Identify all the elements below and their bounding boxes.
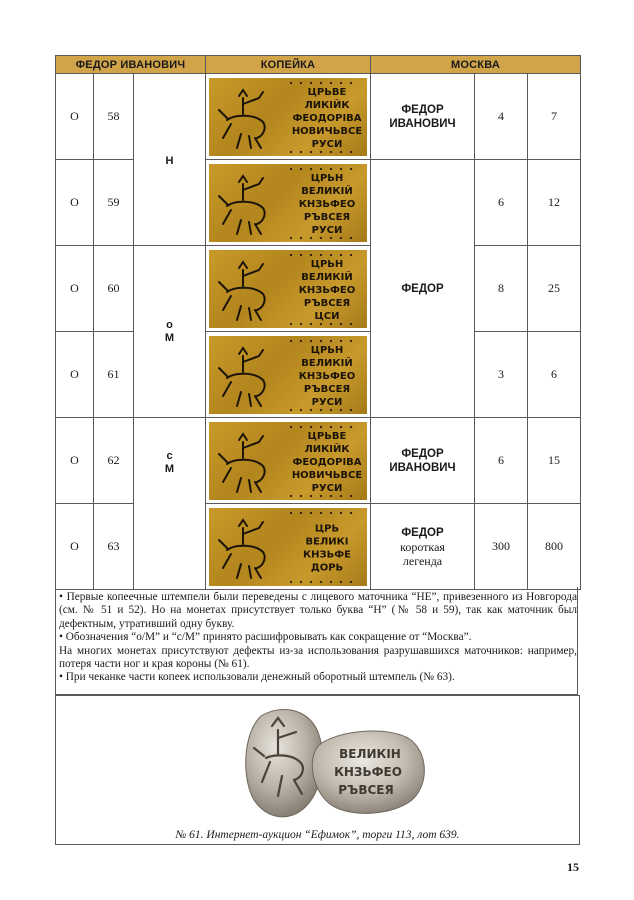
table-row: [56, 74, 581, 160]
mint-mark-bottom: М: [164, 463, 175, 475]
coin-drawing: [209, 250, 367, 328]
coin-image-cell: [206, 74, 371, 160]
coin-photo: [56, 696, 579, 826]
coin-image-cell: [206, 504, 371, 590]
coin-legend-line: КНЗЬФЕО: [298, 198, 356, 210]
coin-legend-line: ВЕЛИКІН: [339, 747, 401, 761]
coin-legend-line: ЦРЬН: [310, 258, 344, 270]
coin-image: [209, 422, 367, 500]
ruler-name: ФЕДОР: [401, 103, 444, 116]
obverse-coin: [246, 709, 323, 816]
coin-drawing: [209, 78, 367, 156]
mark-cell: [134, 246, 206, 418]
catalog-number: 62: [94, 418, 134, 504]
coin-legend-line: ЦСИ: [314, 310, 340, 322]
rarity-value-2: 7: [528, 74, 581, 160]
coin-drawing: [209, 336, 367, 414]
mark-cell: [134, 418, 206, 590]
rarity-value-2: 800: [528, 504, 581, 590]
coin-legend-line: ДОРЬ: [310, 562, 344, 573]
coin-photo-box: [55, 695, 580, 845]
coin-legend-line: ЦРЬВЕ: [307, 430, 347, 442]
page-number: 15: [567, 860, 579, 874]
coin-table: [55, 55, 581, 590]
coin-image: [209, 336, 367, 414]
coin-image-cell: [206, 332, 371, 418]
coin-drawing: [209, 508, 367, 586]
coin-legend-line: ВЕЛИКІЙ: [301, 185, 353, 197]
coin-legend-line: ВЕЛИКІ: [305, 536, 349, 547]
rarity-value-2: 6: [528, 332, 581, 418]
rarity-value-2: 15: [528, 418, 581, 504]
horseman-icon: [219, 176, 265, 234]
mint-mark: Н: [165, 154, 174, 167]
note-paragraph: • Обозначения “о/М” и “с/М” принято расшифровывать как сокращение от “Москва”.: [59, 631, 472, 644]
coin-legend-line: РЪВСЕЯ: [303, 383, 351, 395]
table-row: [56, 418, 581, 504]
coin-image: [209, 508, 367, 586]
coin-legend-line: ЦРЬВЕ: [307, 86, 347, 98]
mint-mark-top: с: [166, 450, 173, 462]
rarity-value-1: 300: [475, 504, 528, 590]
ruler-name-cell: [371, 504, 475, 590]
coin-legend-line: НОВИЧЬВСЕ: [291, 469, 363, 481]
ruler-name: ФЕДОР: [401, 282, 444, 295]
notes-box: [55, 587, 578, 695]
note-paragraph: • Первые копеечные штемпели были переведены с лицевого маточника “НЕ”, привезенного из Новгорода (см. № 51 и 52). Но на монетах присутствует только буква “Н” (№ 58 и 59), так как маточник был дефектным, утративший одну букву.: [59, 591, 577, 630]
note-paragraph: На многих монетах присутствуют дефекты из-за использования разрушавшихся маточников: например, потеря части ног и края короны (№ 61).: [59, 644, 577, 671]
catalog-number: 59: [94, 160, 134, 246]
rarity-value-1: 6: [475, 160, 528, 246]
catalog-number: 58: [94, 74, 134, 160]
coin-legend-line: КНЗЬФЕО: [298, 284, 356, 296]
mint-mark-bottom: М: [164, 331, 175, 344]
ruler-patronymic: ИВАНОВИЧ: [389, 117, 456, 130]
catalog-number: 61: [94, 332, 134, 418]
coin-legend-line: РУСИ: [311, 482, 343, 494]
rarity-value-1: 4: [475, 74, 528, 160]
coin-legend-line: РУСИ: [311, 396, 343, 408]
coin-legend-line: НОВИЧЬВСЕ: [291, 125, 363, 137]
legend-note: короткая: [400, 539, 445, 554]
type-cell: О: [56, 418, 94, 504]
coin-legend-line: ВЕЛИКІЙ: [301, 271, 353, 283]
coin-image-cell: [206, 418, 371, 504]
horseman-icon: [219, 520, 265, 578]
coin-legend-line: ЦРЬН: [310, 172, 344, 184]
mark-cell: [134, 74, 206, 246]
ruler-name: ФЕДОР: [401, 447, 444, 460]
rarity-value-2: 25: [528, 246, 581, 332]
note-paragraph: • При чеканке части копеек использовали денежный оборотный штемпель (№ 63).: [59, 671, 455, 684]
coin-drawing: [209, 164, 367, 242]
coin-legend-line: КНЗЬФЕО: [334, 765, 402, 779]
coin-legend-line: РУСИ: [311, 138, 343, 150]
type-cell: О: [56, 504, 94, 590]
rarity-value-1: 8: [475, 246, 528, 332]
horseman-icon: [219, 90, 265, 148]
coin-legend-line: ФЕОДОРІВА: [292, 112, 362, 124]
rarity-value-1: 3: [475, 332, 528, 418]
type-cell: О: [56, 246, 94, 332]
mint-mark-top: о: [166, 318, 173, 331]
type-cell: О: [56, 74, 94, 160]
ruler-patronymic: ИВАНОВИЧ: [389, 461, 456, 474]
legend-note: легенда: [402, 553, 443, 568]
horseman-icon: [219, 262, 265, 320]
header-ruler: ФЕДОР ИВАНОВИЧ: [56, 56, 206, 74]
coin-legend-line: РЪВСЕЯ: [303, 211, 351, 223]
coin-legend-line: РЪВСЕЯ: [303, 297, 351, 309]
coin-legend-line: КНЗЬФЕ: [303, 549, 352, 560]
coin-drawing: [209, 422, 367, 500]
coin-legend-line: РЪВСЕЯ: [338, 783, 394, 797]
coin-image-cell: [206, 160, 371, 246]
photo-caption: № 61. Интернет-аукцион “Ефимок”, торги 113, лот 639.: [175, 829, 460, 841]
coin-image: [209, 164, 367, 242]
coin-legend-line: ФЕОДОРІВА: [292, 456, 362, 468]
catalog-number: 63: [94, 504, 134, 590]
rarity-value-1: 6: [475, 418, 528, 504]
header-denomination: КОПЕЙКА: [206, 56, 371, 74]
coin-image-cell: [206, 246, 371, 332]
coin-legend-line: ВЕЛИКІЙ: [301, 357, 353, 369]
type-cell: О: [56, 160, 94, 246]
ruler-name-cell: [371, 418, 475, 504]
coin-legend-line: КНЗЬФЕО: [298, 370, 356, 382]
reverse-coin: [312, 731, 424, 813]
ruler-name-cell: [371, 74, 475, 160]
horseman-icon: [219, 434, 265, 492]
rarity-value-2: 12: [528, 160, 581, 246]
ruler-name-cell: [371, 160, 475, 418]
coin-legend-line: ЦРЬ: [314, 523, 340, 534]
coin-legend-line: ЛИКІЙК: [304, 99, 350, 111]
catalog-number: 60: [94, 246, 134, 332]
coin-legend-line: РУСИ: [311, 224, 343, 236]
coin-legend-line: ЦРЬН: [310, 344, 344, 356]
table-header-row: [56, 56, 581, 74]
header-mint: МОСКВА: [371, 56, 581, 74]
coin-image: [209, 78, 367, 156]
coin-legend-line: ЛИКІЙК: [304, 443, 350, 455]
horseman-icon: [219, 348, 265, 406]
type-cell: О: [56, 332, 94, 418]
table-row: [56, 246, 581, 332]
coin-image: [209, 250, 367, 328]
ruler-name: ФЕДОР: [401, 526, 444, 539]
